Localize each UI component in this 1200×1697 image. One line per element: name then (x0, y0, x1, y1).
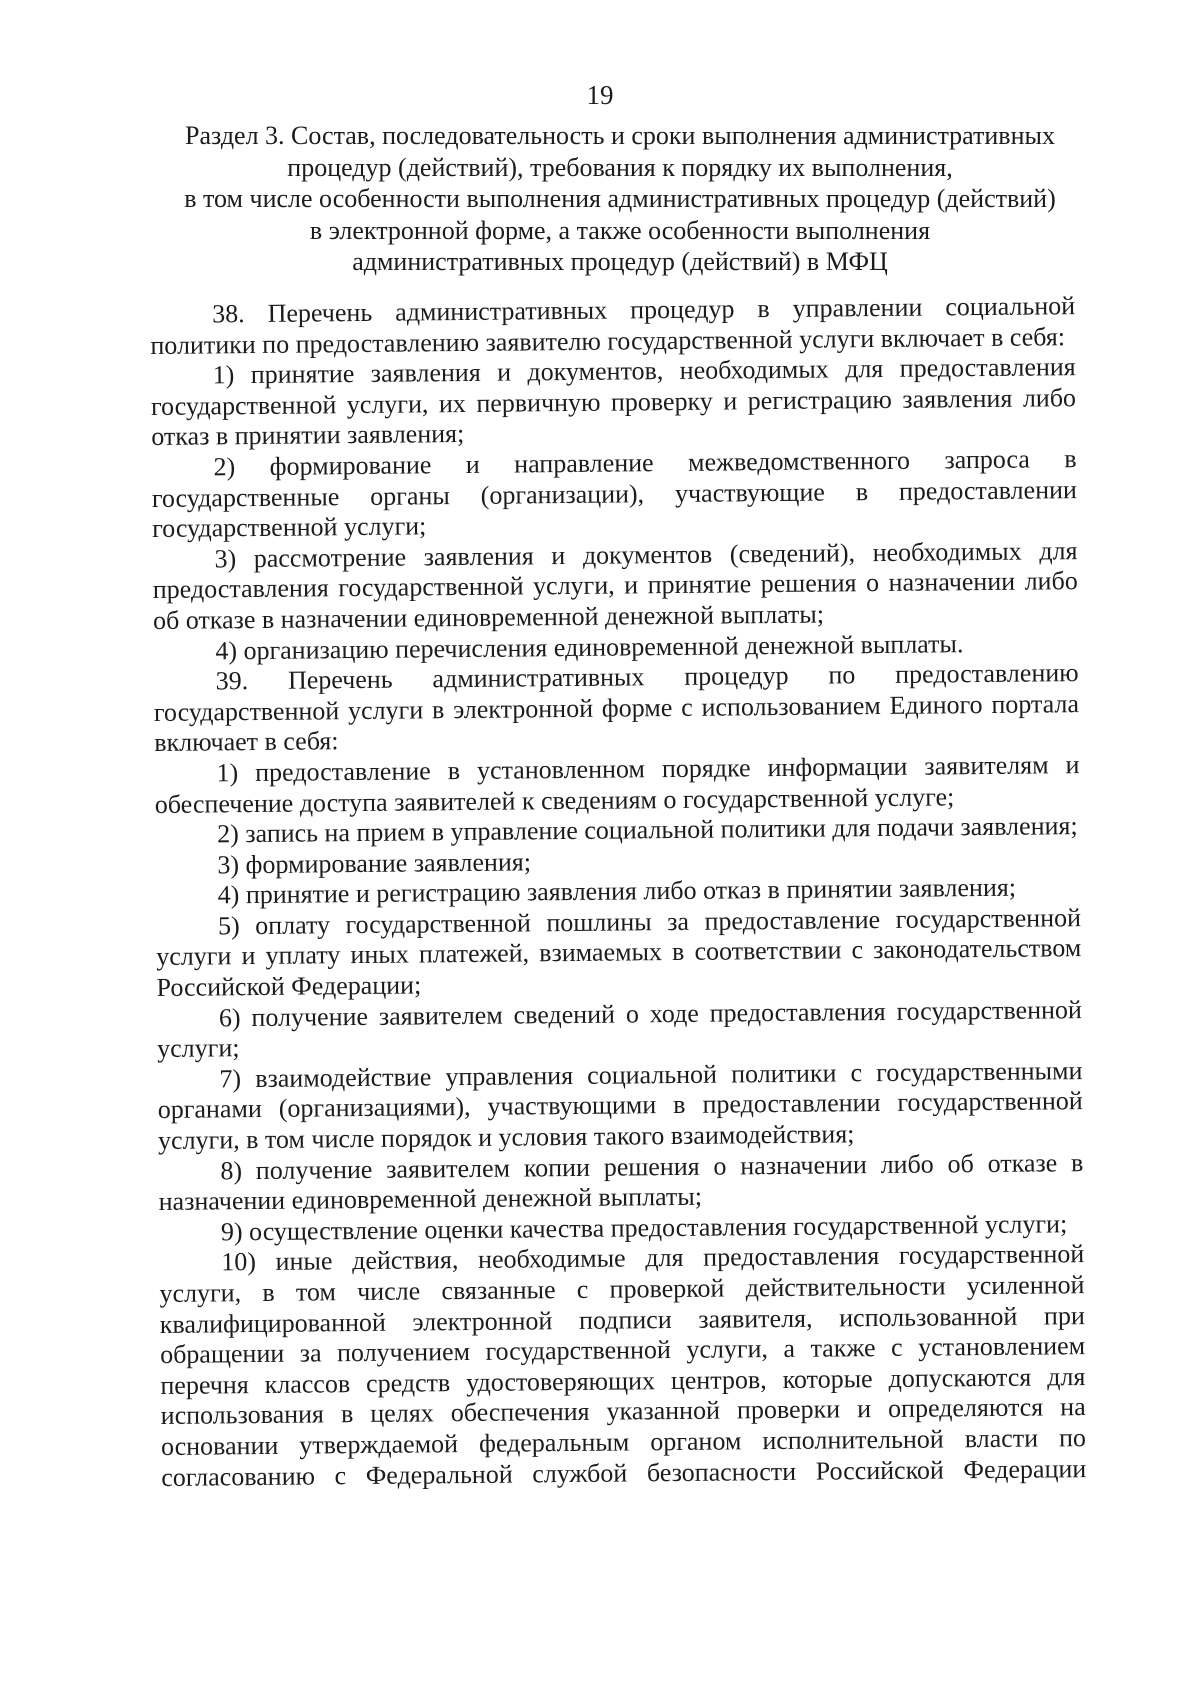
list-item: 9) осуществление оценки качества предоставления государственной услуги; (220, 1209, 1068, 1247)
paragraph-38: 38. Перечень административных процедур в управлении социальной политики по предоставлению заявителю государственной услуги включает в себя: (150, 291, 1076, 360)
list-item: 4) организацию перечисления единовременной денежной выплаты. (215, 628, 964, 665)
section-title (150, 120, 1090, 278)
section-title-line: процедур (действий), требования к порядку их выполнения, (287, 152, 953, 182)
list-item: 5) оплату государственной пошлины за предоставление государственной услуги и уплату иных платежей, взимаемых в соответствии с законодательством Российской Федерации; (156, 902, 1082, 1003)
body-text (150, 291, 1086, 1493)
section-title-line: Раздел 3. Состав, последовательность и сроки выполнения административных (185, 121, 1055, 150)
list-item: 1) принятие заявления и документов, необходимых для предоставления государственной услуги, их первичную проверку и регистрацию заявления либо отказ в принятии заявления; (150, 352, 1077, 452)
list-item: 2) запись на прием в управление социальной политики для подачи заявления; (216, 811, 1078, 849)
section-title-line: в электронной форме, а также особенности выполнения (309, 215, 931, 245)
list-item: 3) формирование заявления; (217, 847, 532, 880)
list-item: 7) взаимодействие управления социальной политики с государственными органами (организациями), участвующими в предоставлении государственной услуги, в том числе порядок и условия такого взаимодействия; (157, 1055, 1083, 1155)
paragraph-39: 39. Перечень административных процедур по предоставлению государственной услуги в электронной форме с использованием Единого портала включает в себя: (153, 658, 1080, 758)
section-title-line: в том числе особенности выполнения административных процедур (действий) (184, 184, 1056, 213)
list-item: 2) формирование и направление межведомственного запроса в государственные органы (организации), участвующие в предоставлении государственной услуги; (151, 444, 1077, 544)
list-item: 4) принятие и регистрацию заявления либо отказ в принятии заявления; (217, 872, 1017, 910)
list-item: 6) получение заявителем сведений о ходе предоставления государственной услуги; (157, 994, 1082, 1064)
list-item: 10) иные действия, необходимые для предоставления государственной услуги, в том числе связанные с проверкой действительности усиленной квалифицированной электронной подписи заявителя, использованной при обращении за получением государственной услуги, а также с установлением перечня классов средств удостоверяющих центров, которые допускаются для использования в целях обеспечения указанной проверки и определяются на основании утверждаемой федеральным органом исполнительной власти по согласованию с Федеральной службой безопасности Российской Федерации (159, 1239, 1087, 1492)
list-item: 1) предоставление в установленном порядке информации заявителям и обеспечение доступа заявителей к сведениям о государственной услуге; (154, 750, 1080, 819)
list-item: 3) рассмотрение заявления и документов (сведений), необходимых для предоставления государственной услуги, и принятие решения о назначении либо об отказе в назначении единовременной денежной выплаты; (152, 535, 1078, 635)
section-title-line: административных процедур (действий) в МФЦ (352, 247, 888, 276)
list-item: 8) получение заявителем копии решения о назначении либо об отказе в назначении единовременной денежной выплаты; (158, 1147, 1084, 1217)
page-number: 19 (586, 80, 614, 110)
